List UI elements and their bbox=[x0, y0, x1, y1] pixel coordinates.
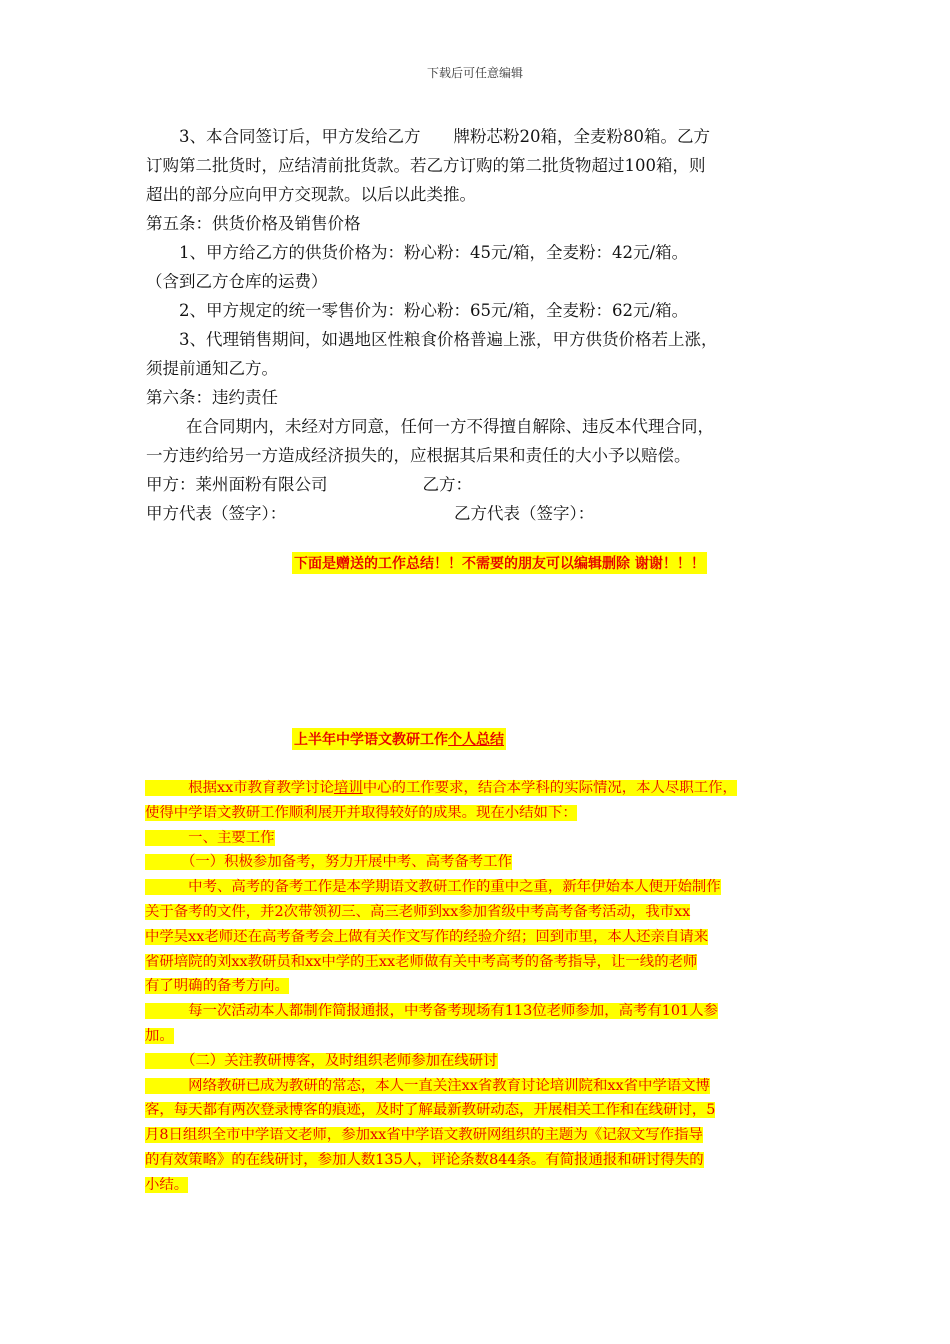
summary-line: 网络教研已成为教研的常态，本人一直关注xx省教育讨论培训院和xx省中学语文博 bbox=[145, 1077, 710, 1094]
contract-line: 2、甲方规定的统一零售价为：粉心粉：65元/箱，全麦粉：62元/箱。 bbox=[179, 301, 689, 320]
party-line bbox=[146, 470, 806, 499]
summary-line bbox=[145, 776, 825, 801]
summary-line: 关于备考的文件，并2次带领初三、高三老师到xx参加省级中考高考备考活动，我市xx bbox=[145, 903, 691, 920]
rep-b: 乙方代表（签字）： bbox=[454, 504, 595, 523]
summary-line: 加。 bbox=[145, 1027, 174, 1044]
section-heading-5: 第五条：供货价格及销售价格 bbox=[146, 214, 361, 233]
summary-text: 根据xx市教育教学讨论 bbox=[145, 780, 334, 796]
summary-link-text: 培训 bbox=[333, 780, 363, 796]
summary-line: 月8日组织全市中学语文老师，参加xx省中学语文教研网组织的主题为《记叙文写作指导 bbox=[145, 1127, 703, 1144]
summary-line: 的有效策略》的在线研讨，参加人数135人，评论条数844条。有简报通报和研讨得失的 bbox=[145, 1151, 704, 1168]
party-a: 甲方：莱州面粉有限公司 bbox=[146, 475, 328, 494]
summary-line: （二）关注教研博客，及时组织老师参加在线研讨 bbox=[145, 1052, 498, 1069]
summary-title-underlined: 个人总结 bbox=[448, 732, 504, 748]
summary-line: 使得中学语文教研工作顺利展开并取得较好的成果。现在小结如下： bbox=[145, 804, 577, 821]
summary-text: 中心的工作要求，结合本学科的实际情况，本人尽职工作， bbox=[362, 780, 737, 796]
contract-line: 须提前通知乙方。 bbox=[146, 359, 278, 378]
contract-line: 3、代理销售期间，如遇地区性粮食价格普遍上涨，甲方供货价格若上涨， bbox=[179, 330, 718, 349]
summary-line: （一）积极参加备考，努力开展中考、高考备考工作 bbox=[145, 854, 512, 871]
summary-line: 有了明确的备考方向。 bbox=[145, 978, 289, 995]
summary-line: 客，每天都有两次登录博客的痕迹，及时了解最新教研动态，开展相关工作和在线研讨，5 bbox=[145, 1102, 716, 1119]
contract-line: 在合同期内，未经对方同意，任何一方不得擅自解除、违反本代理合同， bbox=[186, 417, 714, 436]
rep-a: 甲方代表（签字）： bbox=[146, 504, 287, 523]
summary-title bbox=[292, 728, 506, 750]
contract-body bbox=[146, 122, 806, 528]
section-heading-6: 第六条：违约责任 bbox=[146, 388, 278, 407]
contract-line: 订购第二批货时，应结清前批货款。若乙方订购的第二批货物超过100箱，则 bbox=[146, 156, 706, 175]
contract-line: 一方违约给另一方造成经济损失的，应根据其后果和责任的大小予以赔偿。 bbox=[146, 446, 691, 465]
summary-title-main: 上半年中学语文教研工作 bbox=[294, 732, 448, 748]
summary-line: 中学吴xx老师还在高考备考会上做有关作文写作的经验介绍；回到市里，本人还亲自请来 bbox=[145, 928, 709, 945]
contract-line: 超出的部分应向甲方交现款。以后以此类推。 bbox=[146, 185, 476, 204]
summary-body bbox=[145, 776, 825, 1198]
gift-notice: 下面是赠送的工作总结！！不需要的朋友可以编辑删除 谢谢！！！ bbox=[292, 552, 707, 574]
party-b: 乙方： bbox=[422, 475, 472, 494]
contract-line: 3、本合同签订后，甲方发给乙方 牌粉芯粉20箱，全麦粉80箱。乙方 bbox=[179, 127, 710, 146]
signature-line bbox=[146, 499, 806, 528]
contract-line: 1、甲方给乙方的供货价格为：粉心粉：45元/箱，全麦粉：42元/箱。 bbox=[179, 243, 689, 262]
summary-line: 每一次活动本人都制作简报通报，中考备考现场有113位老师参加，高考有101人参 bbox=[145, 1003, 718, 1020]
contract-line: （含到乙方仓库的运费） bbox=[146, 272, 328, 291]
summary-line: 小结。 bbox=[145, 1176, 189, 1193]
page-header: 下载后可任意编辑 bbox=[426, 66, 523, 80]
summary-line: 中考、高考的备考工作是本学期语文教研工作的重中之重，新年伊始本人便开始制作 bbox=[145, 879, 721, 896]
summary-line: 一、主要工作 bbox=[145, 829, 275, 846]
summary-line: 省研培院的刘xx教研员和xx中学的王xx老师做有关中考高考的备考指导，让一线的老师 bbox=[145, 953, 698, 970]
